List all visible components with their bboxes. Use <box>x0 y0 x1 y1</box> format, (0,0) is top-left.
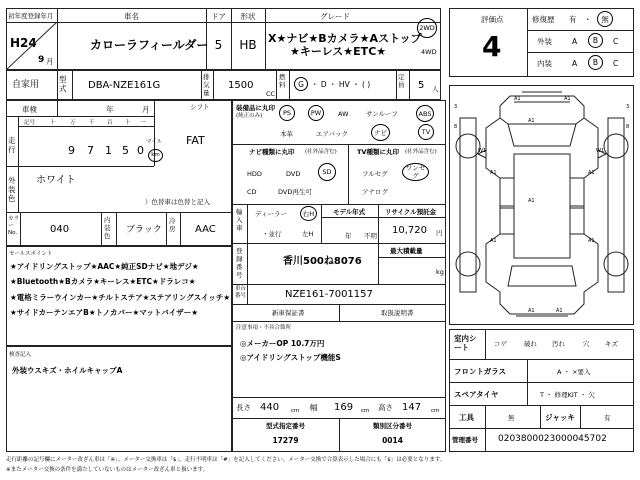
reg-divider <box>6 22 58 70</box>
front-glass-options: A ・ ×要入 <box>557 368 591 376</box>
repair-yes: 有 <box>569 15 577 24</box>
nav-cd: CD <box>247 188 257 196</box>
score-value: 4 <box>482 30 502 63</box>
interior-seat-label: 室内シート <box>454 334 477 352</box>
tv-analog: アナログ <box>362 188 388 196</box>
equip-ps: PS <box>282 109 292 117</box>
fuel-options: ・ D ・ HV ・ ( ) <box>311 80 371 89</box>
interior-label: 内装 <box>537 59 552 68</box>
int-grade-b-circle <box>588 55 603 70</box>
jack-label: ジャッキ <box>545 413 575 422</box>
equipment-label: 装備品に丸印 <box>236 104 275 112</box>
sales-point-label: セールスポイント <box>9 251 53 257</box>
car-name: カローラフィールダー <box>90 38 209 52</box>
recycle-label: リサイクル預託金 <box>385 208 437 216</box>
reg-month: 9 <box>38 55 45 65</box>
score-label: 評価点 <box>481 15 504 24</box>
inspection-year: 年 <box>106 105 114 114</box>
dmg-tag: W1 <box>478 148 487 154</box>
shift-label: シフト <box>190 103 210 111</box>
grade-label: グレード <box>320 12 350 21</box>
equip-aw: AW <box>338 110 349 118</box>
reg-month-unit: 月 <box>46 57 54 66</box>
repair-dot: ・ <box>584 15 592 24</box>
unit-100k: 十 <box>50 120 56 126</box>
chassis-label: 車台番号 <box>235 286 247 299</box>
digit-1: 0 <box>137 144 144 157</box>
tv-type-label: TV種類に丸印 <box>357 148 399 156</box>
equip-abs-circle <box>416 105 434 122</box>
width-unit: cm <box>361 408 370 414</box>
equip-tv: TV <box>421 128 431 136</box>
ext-grade-b: B <box>592 36 599 45</box>
dmg-tag: W1 <box>596 148 605 154</box>
digit-1k: 7 <box>87 144 94 157</box>
footer-line2: ※またメーター交換の条件を満たしていないものはメーター改ざん車と扱います。 <box>6 467 209 473</box>
equipment-sub: (純正のみ) <box>236 113 263 119</box>
sales-point-line: ★サイドカーテンエアB★トノカバー★マットバイザー★ <box>10 308 199 317</box>
equip-ps-circle <box>279 105 295 121</box>
unit-1: 一 <box>140 120 146 126</box>
recycle-value: 10,720 <box>392 225 427 236</box>
nav-sd-circle <box>318 163 336 181</box>
exterior-label: 外装 <box>537 37 552 46</box>
dmg-tag: A1 <box>588 170 595 176</box>
import-parallel: ・並行 <box>262 230 282 238</box>
equip-tv-circle <box>418 124 434 140</box>
unit-km-circle <box>148 149 163 162</box>
dmg-tag: A1 <box>556 308 563 314</box>
equip-leather: 本革 <box>280 130 293 138</box>
admin-value: 0203800023000045702 <box>498 434 607 444</box>
ac: AAC <box>195 224 216 235</box>
mileage-label: 走行 <box>8 136 16 154</box>
dmg-tag: A1 <box>588 238 595 244</box>
nav-dvd-play: DVD再生可 <box>278 188 312 196</box>
seat-item: 破れ <box>524 340 537 348</box>
body-label: 形状 <box>240 12 256 21</box>
color-code-label: カラー No. <box>8 216 20 236</box>
type-value: 17279 <box>272 436 299 445</box>
car-diagram <box>452 88 632 322</box>
plate-label: 登録番号 <box>236 247 243 279</box>
diagram-number: 8 <box>626 124 630 130</box>
drive-2wd: 2WD <box>419 24 435 32</box>
dmg-tag: A1 <box>528 198 535 204</box>
equip-airbag: エアバック <box>316 130 348 138</box>
inspector-text: 外装ウスキズ・ホイルキャップA <box>12 366 123 375</box>
reg-year-label: 初年度登録年月 <box>8 12 54 20</box>
unit-10k: 万 <box>70 120 76 126</box>
doors-label: ドア <box>211 12 226 21</box>
dmg-tag: A1 <box>564 96 571 102</box>
unit-100: 百 <box>107 120 113 126</box>
admin-label: 管理番号 <box>452 436 478 444</box>
category-label: 類別区分番号 <box>373 422 412 430</box>
dmg-tag: A1 <box>490 238 497 244</box>
manual-label: 取扱説明書 <box>381 309 414 317</box>
type-label: 型式指定番号 <box>266 422 305 430</box>
color-note: ）色替車は色替と記入 <box>145 198 210 206</box>
equip-nav-circle <box>371 124 390 141</box>
repair-no-circle <box>597 11 613 27</box>
warranty-label: 新車保証書 <box>272 309 305 317</box>
ext-grade-b-circle <box>588 33 603 48</box>
repair-no: 無 <box>601 14 609 24</box>
color-label: 外装色 <box>8 176 16 203</box>
ac-label: 冷房 <box>169 217 176 233</box>
seat-item: コゲ <box>494 340 507 348</box>
tv-oneseg: ワンセグ <box>405 164 426 180</box>
color-value: ホワイト <box>36 175 76 186</box>
model-year-label: モデル年式 <box>333 208 366 216</box>
reg-era: H24 <box>10 36 37 50</box>
spare-options: T ・ 修理KIT ・ 欠 <box>540 391 595 399</box>
height-label: 高さ <box>378 403 393 412</box>
equip-abs: ABS <box>418 109 432 118</box>
use: 自家用 <box>12 80 40 90</box>
capacity-unit: 人 <box>432 85 439 93</box>
inspector-label: 検査記入 <box>9 352 32 358</box>
note-line: ◎メーカーOP 10.7万円 <box>240 339 325 348</box>
displacement: 1500 <box>228 80 254 91</box>
unit-mark: 記号 <box>24 120 36 126</box>
max-load-unit: kg <box>436 268 444 276</box>
width-value: 169 <box>334 402 354 413</box>
equip-pw: PW <box>310 109 322 117</box>
nav-type-label: ナビ種類に丸印 <box>249 148 295 156</box>
dmg-tag: A1 <box>528 308 535 314</box>
cc-unit: CC <box>266 90 276 98</box>
sales-point-line: ★アイドリングストップ★AAC★純正SDナビ★地デジ★ <box>10 262 199 271</box>
unit-1k: 千 <box>89 120 95 126</box>
fuel-g-circle <box>294 77 308 91</box>
drive-2wd-circle <box>417 18 437 38</box>
equip-nav: ナビ <box>374 128 387 137</box>
handle-left: 左H <box>302 230 314 238</box>
import-label: 輸入車 <box>236 208 243 232</box>
equip-pw-circle <box>308 105 324 121</box>
digit-100: 1 <box>105 144 112 157</box>
handle-right-circle <box>300 206 317 221</box>
interior-color: ブラック <box>126 225 162 235</box>
sales-point-line: ★Bluetooth★Bカメラ★キーレス★ETC★ドラレコ★ <box>10 277 196 286</box>
tools-label: 工具 <box>459 413 474 422</box>
body: HB <box>239 38 257 52</box>
shift: FAT <box>186 134 205 147</box>
sales-point-line: ★電格ミラーウインカー★チルトステア★ステアリングスイッチ★ <box>10 293 231 302</box>
drive-4wd: 4WD <box>421 48 437 56</box>
model: DBA-NZE161G <box>88 80 161 91</box>
height-unit: cm <box>431 408 440 414</box>
int-grade-b: B <box>592 58 599 67</box>
length-label: 長さ <box>236 403 251 412</box>
interior-color-label: 内装色 <box>104 216 111 240</box>
dmg-tag: A1 <box>528 118 535 124</box>
grade-line2: ★キーレス★ETC★ <box>290 45 387 58</box>
nav-dvd: DVD <box>286 170 301 178</box>
repair-label: 修復歴 <box>532 15 555 24</box>
fuel-label: 燃料 <box>279 73 286 89</box>
ext-grade-a: A <box>572 37 578 46</box>
note-line: ◎アイドリングストップ機能S <box>240 353 341 362</box>
inspection-label: 車検 <box>22 105 37 114</box>
model-label: 型式 <box>59 75 67 93</box>
unit-km: km <box>151 152 160 158</box>
recycle-unit: 円 <box>436 229 443 237</box>
front-glass-label: フロントガラス <box>454 367 507 376</box>
category-value: 0014 <box>382 436 403 445</box>
jack-value: 有 <box>604 414 611 422</box>
doors: 5 <box>214 38 223 52</box>
unit-10: 十 <box>125 120 131 126</box>
seat-item: 汚れ <box>552 340 565 348</box>
seat-item: キズ <box>605 340 618 348</box>
int-grade-a: A <box>572 59 578 68</box>
capacity-label: 定員 <box>398 73 405 89</box>
max-load-label: 最大積載量 <box>390 247 423 255</box>
import-dealer: ディーラー <box>255 210 287 218</box>
dmg-tag: A1 <box>514 96 521 102</box>
color-code: 040 <box>50 224 70 235</box>
fuel-g: G <box>298 79 304 89</box>
tv-fullseg: フルセグ <box>362 170 388 178</box>
int-grade-c: C <box>613 59 619 68</box>
unit-mile: マイル <box>146 139 163 145</box>
grade-line1: X★ナビ★Bカメラ★Aストップ <box>268 32 422 45</box>
notes-label: 注意事項・不具合箇所 <box>236 325 292 331</box>
car-name-label: 車名 <box>124 12 139 21</box>
capacity: 5 <box>418 80 425 91</box>
tools-value: 無 <box>508 414 515 422</box>
model-year-unknown: 不明 <box>364 232 377 240</box>
nav-hdd: HDD <box>247 170 262 178</box>
diagram-number: 3 <box>454 104 458 110</box>
length-value: 440 <box>260 402 280 413</box>
handle-right: 右H <box>302 209 315 218</box>
tv-oneseg-circle <box>402 163 429 181</box>
height-value: 147 <box>402 402 422 413</box>
spare-label: スペアタイヤ <box>454 390 499 399</box>
seat-item: 穴 <box>583 340 590 348</box>
dmg-tag: A1 <box>490 170 497 176</box>
tv-type-sub: (社外品含む) <box>405 149 437 155</box>
inspection-month: 月 <box>142 105 150 114</box>
chassis-value: NZE161-7001157 <box>285 289 373 300</box>
nav-sd: SD <box>322 168 332 176</box>
equip-sunroof: サンルーフ <box>366 110 398 118</box>
diagram-number: 8 <box>454 124 458 130</box>
diagram-number: 3 <box>626 104 630 110</box>
displacement-label: 排気量 <box>203 73 210 97</box>
ext-grade-c: C <box>613 37 619 46</box>
length-unit: cm <box>291 408 300 414</box>
nav-type-sub: (社外品含む) <box>305 149 337 155</box>
inspector-box <box>6 346 232 452</box>
plate-value: 香川500ね8076 <box>283 256 362 267</box>
footer-line1: 走行距離の記号欄にメーター改ざん車は「※」、メーター交換車は「$」、走行不明車は「#」を記入してください。メーター交換で合算表示した場合にも「$」は必要となります。 <box>6 457 446 463</box>
model-year-unit: 年 <box>345 232 352 240</box>
digit-10k: 9 <box>68 144 75 157</box>
width-label: 幅 <box>310 403 318 412</box>
digit-10: 5 <box>122 144 129 157</box>
